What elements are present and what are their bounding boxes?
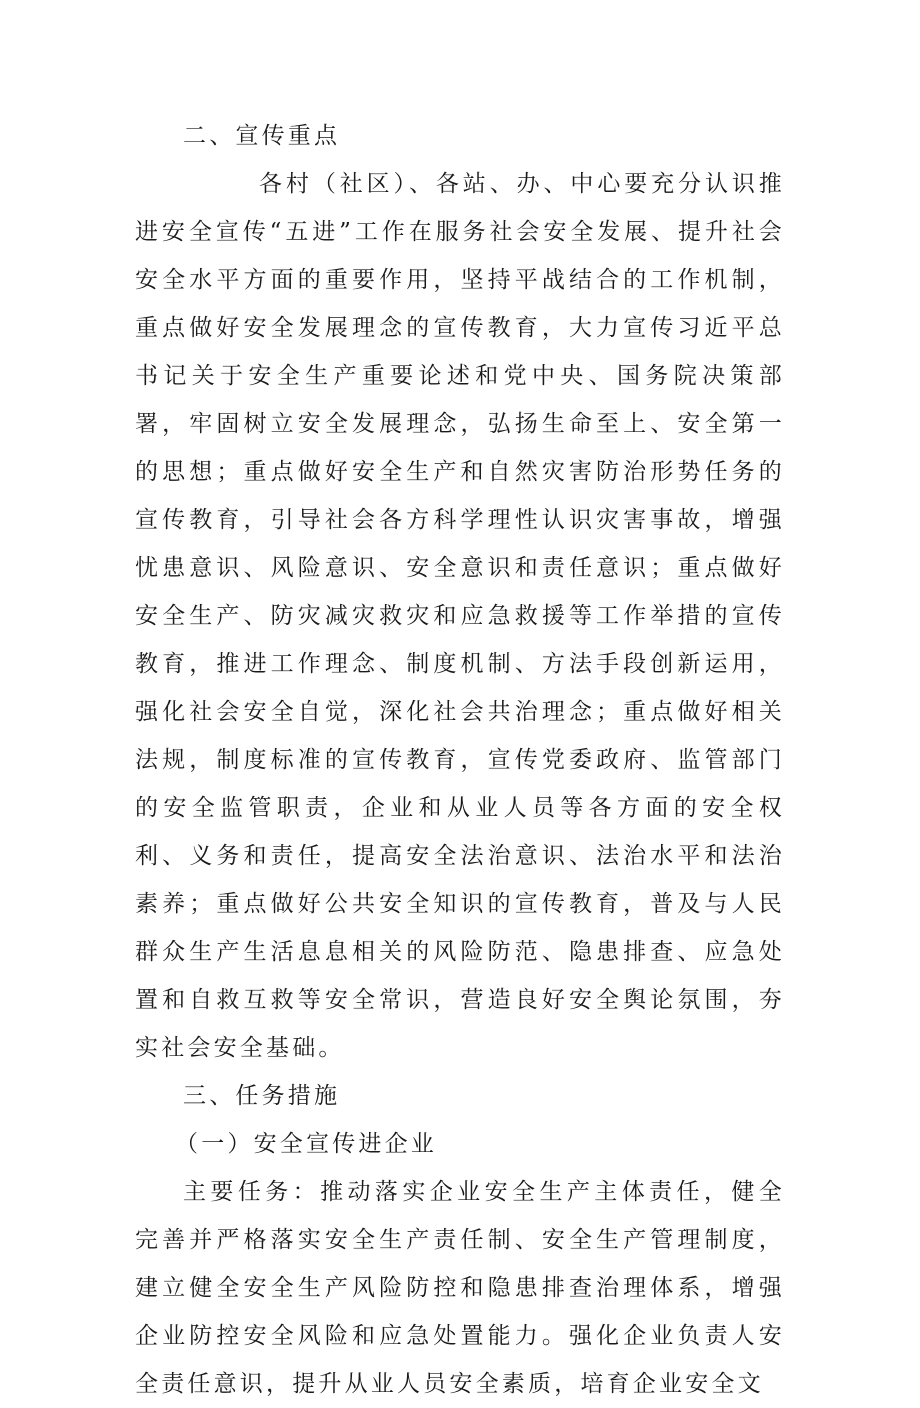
document-body	[135, 112, 785, 1408]
section-three-heading: 三、任务措施	[183, 1083, 341, 1109]
subsection-one-paragraph: 主要任务：推动落实企业安全生产主体责任，健全完善并严格落实安全生产责任制、安全生产管理制度，建立健全安全生产风险防控和隐患排查治理体系，增强企业防控安全风险和应急处置能力。强化企业负责人安全责任意识，提升从业人员安全素质，培育企业安全文	[135, 1179, 785, 1397]
subsection-one-heading: （一）安全宣传进企业	[175, 1131, 437, 1157]
section-two-paragraph: 各村（社区）、各站、办、中心要充分认识推进安全宣传“五进”工作在服务社会安全发展、提升社会安全水平方面的重要作用，坚持平战结合的工作机制，重点做好安全发展理念的宣传教育，大力宣传习近平总书记关于安全生产重要论述和党中央、国务院决策部署，牢固树立安全发展理念，弘扬生命至上、安全第一的思想；重点做好安全生产和自然灾害防治形势任务的宣传教育，引导社会各方科学理性认识灾害事故，增强忧患意识、风险意识、安全意识和责任意识；重点做好安全生产、防灾减灾救灾和应急救援等工作举措的宣传教育，推进工作理念、制度机制、方法手段创新运用，强化社会安全自觉，深化社会共治理念；重点做好相关法规，制度标准的宣传教育，宣传党委政府、监管部门的安全监管职责，企业和从业人员等各方面的安全权利、义务和责任，提高安全法治意识、法治水平和法治素养；重点做好公共安全知识的宣传教育，普及与人民群众生产生活息息相关的风险防范、隐患排查、应急处置和自救互救等安全常识，营造良好安全舆论氛围，夯实社会安全基础。	[135, 171, 785, 1061]
section-two-heading: 二、宣传重点	[183, 123, 341, 149]
